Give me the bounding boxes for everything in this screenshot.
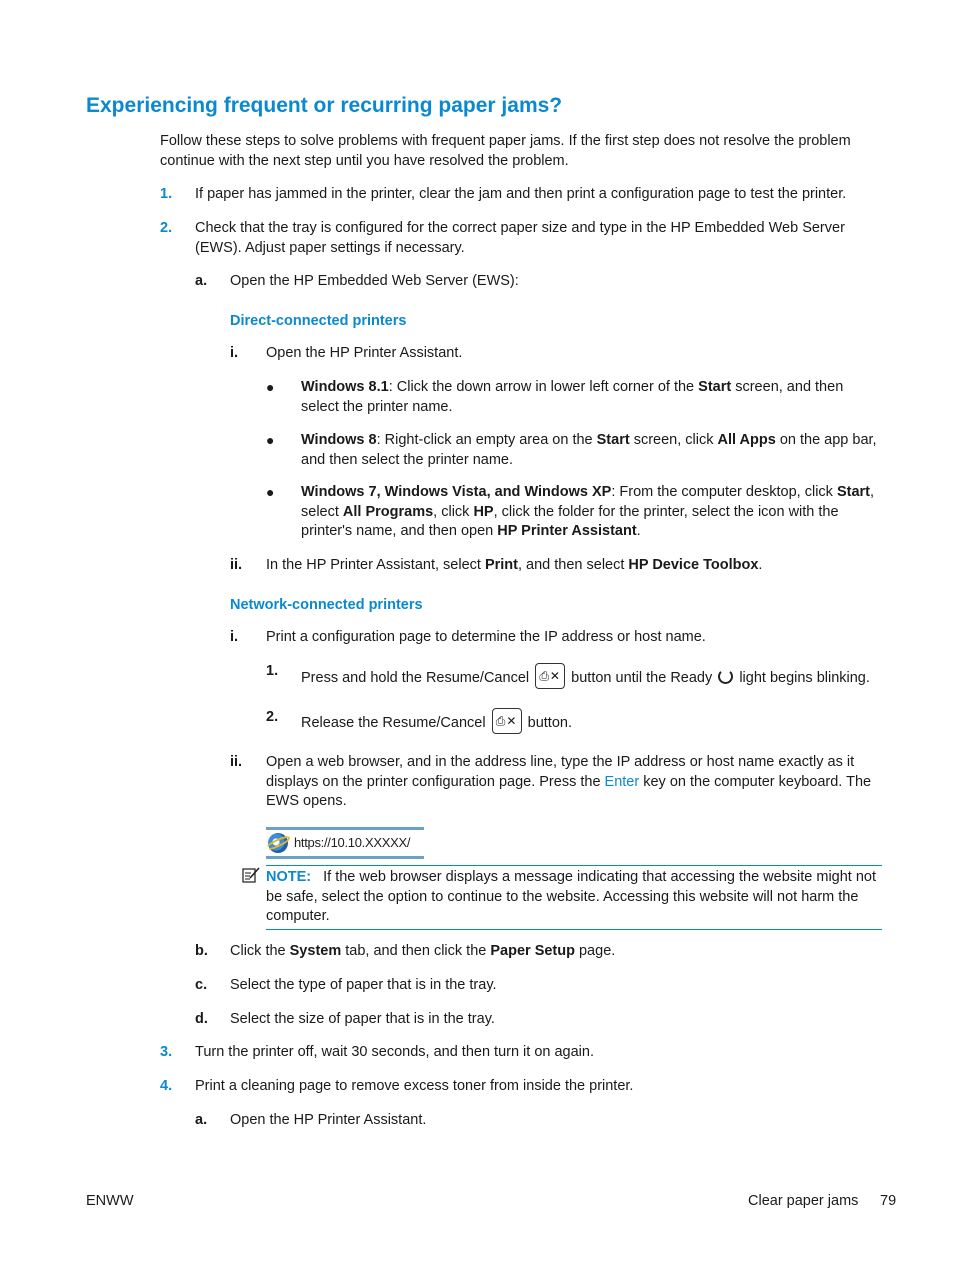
network-ii-text: Open a web browser, and in the address line, type the IP address or host name exactly as it displays on the printer configuration page. Press the Enter key on the computer keyboard. The EWS opens.: [266, 754, 872, 809]
direct-i-label: i.: [230, 345, 239, 361]
step-2b-text: Click the System tab, and then click the Paper Setup page.: [230, 943, 616, 959]
step-4-text: Print a cleaning page to remove excess toner from inside the printer.: [195, 1078, 634, 1094]
note-text: NOTE: If the web browser displays a message indicating that accessing the website might not be safe, select the option to continue to the website. Accessing this website will not harm the computer.: [266, 869, 877, 924]
network-i-label: i.: [230, 629, 239, 645]
bullet-dot: ●: [266, 484, 275, 500]
bullet-dot: ●: [266, 432, 275, 448]
footer-left: ENWW: [86, 1193, 134, 1209]
internet-explorer-icon: [268, 833, 288, 853]
step-2d-label: d.: [195, 1011, 208, 1027]
network-ii-label: ii.: [230, 754, 243, 770]
step-2a-label: a.: [195, 273, 208, 289]
network-i-text: Print a configuration page to determine the IP address or host name.: [266, 629, 706, 645]
step-2a-text: Open the HP Embedded Web Server (EWS):: [230, 273, 519, 289]
bullet-windows-7: Windows 7, Windows Vista, and Windows XP: From the computer desktop, click Start, select All Programs, click HP, click the folder for the printer, select the icon with the printer's name, and then open HP Printer Assistant.: [301, 484, 875, 539]
step-2d-text: Select the size of paper that is in the tray.: [230, 1011, 495, 1027]
step-1-number: 1.: [160, 186, 173, 202]
network-sub-1-text: Press and hold the Resume/Cancel ⎙✕ button until the Ready light begins blinking.: [301, 667, 891, 689]
step-3-number: 3.: [160, 1044, 173, 1060]
step-2-text: Check that the tray is configured for the correct paper size and type in the HP Embedded Web Server (EWS). Adjust paper settings if necessary.: [195, 220, 845, 256]
resume-cancel-icon: ⎙✕: [492, 708, 522, 734]
step-4a-text: Open the HP Printer Assistant.: [230, 1112, 427, 1128]
step-1-text: If paper has jammed in the printer, clear the jam and then print a configuration page to test the printer.: [195, 186, 847, 202]
step-3-text: Turn the printer off, wait 30 seconds, and then turn it on again.: [195, 1044, 594, 1060]
ready-icon: [718, 669, 733, 684]
direct-i-text: Open the HP Printer Assistant.: [266, 345, 463, 361]
address-url: https://10.10.XXXXX/: [294, 835, 411, 851]
network-sub-2-number: 2.: [266, 709, 279, 725]
note-pencil-icon: [242, 867, 260, 883]
direct-ii-label: ii.: [230, 557, 243, 573]
browser-address-bar-image: [266, 827, 424, 859]
page-title: Experiencing frequent or recurring paper jams?: [86, 94, 563, 117]
step-4-number: 4.: [160, 1078, 173, 1094]
direct-ii-text: In the HP Printer Assistant, select Print, and then select HP Device Toolbox.: [266, 557, 763, 573]
network-sub-1-number: 1.: [266, 663, 279, 679]
bullet-windows-8: Windows 8: Right-click an empty area on the Start screen, click All Apps on the app bar, and then select the printer name.: [301, 432, 877, 468]
direct-connected-heading: Direct-connected printers: [230, 313, 407, 329]
footer-section: Clear paper jams: [748, 1193, 859, 1209]
step-4a-label: a.: [195, 1112, 208, 1128]
bullet-windows-8-1: Windows 8.1: Click the down arrow in lower left corner of the Start screen, and then select the printer name.: [301, 379, 844, 415]
network-sub-2-text: Release the Resume/Cancel ⎙✕ button.: [301, 712, 891, 734]
step-2c-text: Select the type of paper that is in the tray.: [230, 977, 497, 993]
step-2-number: 2.: [160, 220, 173, 236]
bullet-dot: ●: [266, 379, 275, 395]
footer-page-number: 79: [880, 1193, 897, 1209]
resume-cancel-icon: ⎙✕: [535, 663, 565, 689]
step-2c-label: c.: [195, 977, 208, 993]
network-connected-heading: Network-connected printers: [230, 597, 423, 613]
step-2b-label: b.: [195, 943, 208, 959]
enter-key-link[interactable]: Enter: [604, 773, 640, 790]
intro-paragraph: Follow these steps to solve problems with frequent paper jams. If the first step does not resolve the problem continue with the next step until you have resolved the problem.: [160, 133, 851, 169]
